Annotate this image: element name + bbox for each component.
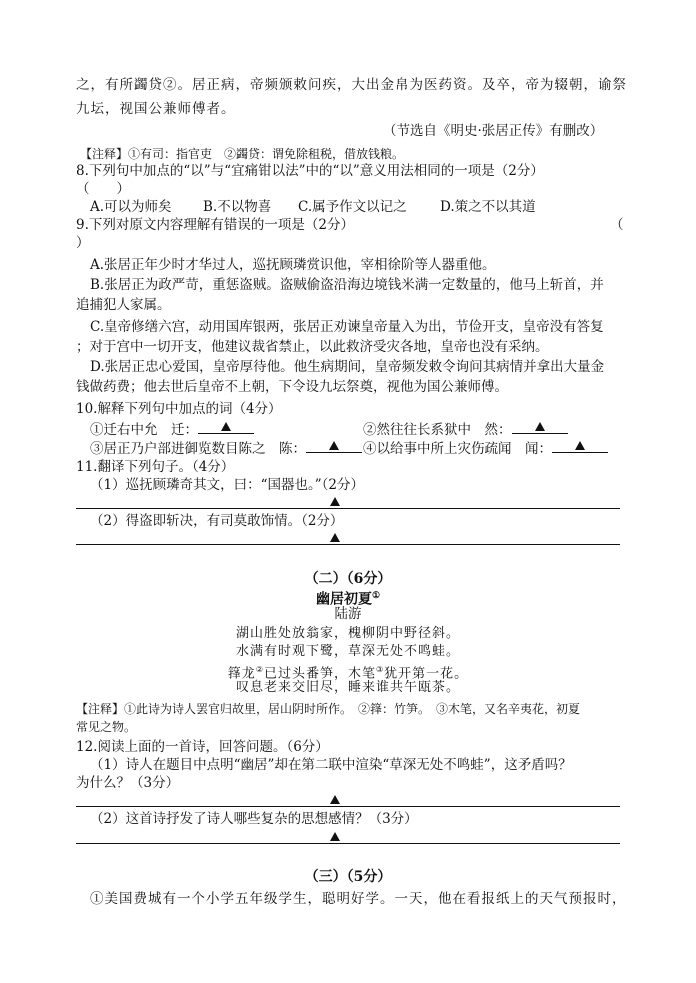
q10-blank-1[interactable] [198,419,254,434]
q12-sub-1-line2: 为什么？（3分） [76,775,180,791]
poem-line-4: 叹息老来交旧尽，睡来谁共午瓯茶。 [235,680,460,695]
answer-marker-icon [330,832,340,841]
answer-marker-icon [330,497,340,506]
poem-line-3-part-2: 已过头番笋，木笔 [263,666,376,682]
q9-option-b-line1: B.张居正为政严苛，重惩盗贼。盗贼偷盗沿海边境钱米满一定数量的，他马上斩首，并 [90,277,604,293]
q8-option-c: C.属予作文以记之 [298,199,407,215]
q10-blank-4[interactable] [552,438,608,453]
poem-line-2: 水满有时观下鹭，草深无处不鸣蛙。 [235,644,460,659]
passage-source: （节选自《明史·张居正传》有删改） [383,123,604,139]
q9-option-c-line1: C.皇帝修缮六宫，动用国库银两，张居正劝谏皇帝量入为出，节俭开支，皇帝没有答复 [90,319,604,335]
q9-option-c-line2: ；对于宫中一切开支，他建议裁省禁止，以此救济受灾各地，皇帝也没有采纳。 [76,339,549,355]
q10-item-2 [363,419,568,439]
poem-note-mark-2: ② [255,665,264,674]
q12-sub-1-line1: （1）诗人在题目中点明“幽居”却在第二联中渲染“草深无处不鸣蛙”，这矛盾吗？ [90,757,572,773]
answer-line-12-1[interactable] [76,806,620,807]
passage-line-2: 九坛，视国公兼师傅者。 [76,101,236,117]
q10-item-4 [363,438,608,458]
q10-item-3-text: ③居正乃户部进御览数目陈之 陈： [90,441,306,457]
poem-title-note: ① [371,591,381,601]
answer-line-11-2[interactable] [76,544,620,545]
q9-option-d-line1: D.张居正忠心爱国，皇帝厚待他。他生病期间，皇帝频发敕令询问其病情并拿出大量金 [90,359,605,375]
q10-item-1-text: ①迁右中允 迁： [90,422,198,438]
q9-paren-close: ） [76,235,90,251]
q11-stem: 11.翻译下列句子。（4分） [76,459,235,475]
q9-option-d-line2: 钱做药费；他去世后皇帝不上朝，下令设九坛祭奠，视他为国公兼师傅。 [76,379,508,395]
answer-marker-icon [575,441,585,450]
q8-paren: （ ） [76,181,130,197]
q10-item-3 [90,438,362,458]
q10-stem: 10.解释下列句中加点的词（4分） [76,401,282,417]
q8-stem: 8.下列句中加点的“以”与“宜痛钳以法”中的“以”意义用法相同的一项是（2分） [76,163,544,179]
q11-sentence-1: （1）巡抚顾璘奇其文，曰：“国器也。”（2分） [90,477,364,493]
poem-notes-line-2: 常见之物。 [76,720,137,734]
poem-line-3-part-1: 箨龙 [227,666,256,682]
q8-option-d: D.策之不以其道 [440,199,536,215]
q9-option-a: A.张居正年少时才华过人，巡抚顾璘赏识他，宰相徐阶等人器重他。 [90,257,496,273]
q10-blank-2[interactable] [512,419,568,434]
answer-line-12-2[interactable] [76,843,620,844]
q9-paren-open: （ [610,217,624,233]
section-3-paragraph-1: ①美国费城有一个小学五年级学生，聪明好学。一天，他在看报纸上的天气预报时， [90,891,627,907]
answer-line-11-1[interactable] [76,508,620,509]
section-2-heading: （二）（6分） [304,571,392,587]
q8-option-a: A.可以为师矣 [90,199,172,215]
q9-stem: 9.下列对原文内容理解有错误的一项是（2分） [76,217,354,233]
q9-option-b-line2: 追捕犯人家属。 [76,297,171,313]
q8-option-b: B.不以物喜 [203,199,272,215]
answer-marker-icon [221,422,231,431]
poem-note-mark-3: ③ [376,665,385,674]
q12-stem: 12.阅读上面的一首诗，回答问题。（6分） [76,739,329,755]
poem-line-3-part-3: 犹开第一花。 [384,666,469,682]
q11-sentence-2: （2）得盗即斩决，有司莫敢饰情。（2分） [90,513,344,529]
passage-line-1: 之，有所蠲贷②。居正病，帝频颁敕问疾，大出金帛为医药资。及卒，帝为辍朝，谕祭 [76,77,627,93]
q10-item-1 [90,419,254,439]
answer-marker-icon [330,795,340,804]
answer-marker-icon [330,533,340,542]
q10-item-2-text: ②然往往长系狱中 然： [363,422,512,438]
answer-marker-icon [329,441,339,450]
section-3-heading: （三）（5分） [304,869,392,885]
passage-notes: 【注释】①有司：指官吏 ②蠲贷：谓免除租税，借放钱粮。 [80,147,405,161]
answer-marker-icon [535,422,545,431]
q10-blank-3[interactable] [306,438,362,453]
poem-notes-line-1: 【注释】①此诗为诗人罢官归故里，居山阴时所作。 ②箨：竹笋。 ③木笔，又名辛夷花，初夏 [76,702,581,716]
q12-sub-2: （2）这首诗抒发了诗人哪些复杂的思想感情？（3分） [90,811,418,827]
poem-author: 陆游 [334,606,362,622]
poem-title-text: 幽居初夏 [315,591,372,608]
poem-line-1: 湖山胜处放翁家，槐柳阴中野径斜。 [235,626,460,641]
q10-item-4-text: ④以给事中所上灾伤疏闻 闻： [363,441,552,457]
